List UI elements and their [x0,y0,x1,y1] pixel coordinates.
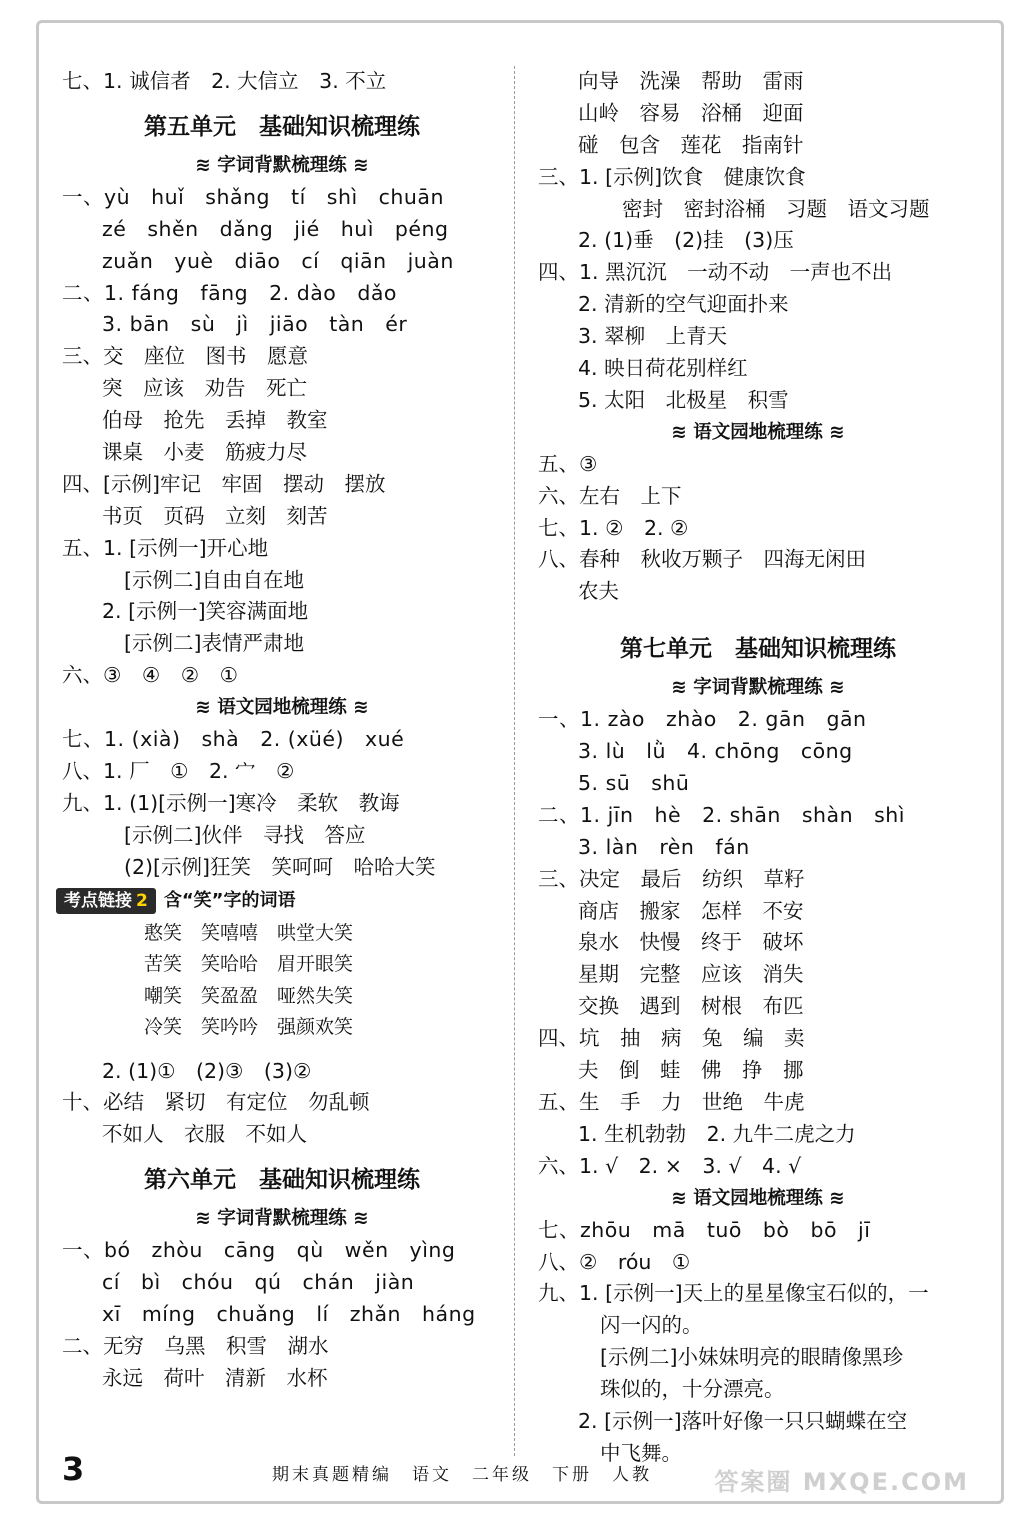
answer-line: 七、zhōu mā tuō bò bō jī [538,1217,871,1242]
answer-line: 3. làn rèn fán [578,834,750,859]
answer-line: 突 应该 劝告 死亡 [102,376,307,401]
answer-line: 山岭 容易 浴桶 迎面 [578,100,804,125]
answer-line: 书页 页码 立刻 刻苦 [102,503,328,528]
answer-line: 珠似的，十分漂亮。 [600,1377,785,1402]
page-number: 3 [62,1450,85,1488]
answer-line: 星期 完整 应该 消失 [578,962,804,987]
answer-line: 三、交 座位 图书 愿意 [62,344,308,369]
answer-line: 3. lù lǜ 4. chōng cōng [578,739,853,764]
answer-line: 1. 生机勃勃 2. 九牛二虎之力 [578,1121,856,1146]
kaodian-word-row: 冷笑 笑吟吟 强颜欢笑 [144,1016,354,1039]
answer-line: 三、决定 最后 纺织 草籽 [538,866,805,891]
unit-heading: 第五单元 基础知识梳理练 [144,113,420,140]
unit-heading: 第七单元 基础知识梳理练 [620,636,896,663]
kaodian-title: 含“笑”字的词语 [163,889,296,911]
answer-line: 六、1. √ 2. × 3. √ 4. √ [538,1153,802,1178]
answer-line: 一、yù huǐ shǎng tí shì chuān [62,184,444,209]
unit-heading: 第六单元 基础知识梳理练 [144,1167,420,1194]
answer-line: 伯母 抢先 丢掉 教室 [102,408,328,433]
section-subheading: ≋ 字词背默梳理练 ≋ [195,154,369,176]
answer-line: 2. 清新的空气迎面扑来 [578,292,789,317]
answer-line: 一、bó zhòu cāng qù wěn yìng [62,1238,456,1263]
answer-line: 七、1. 诚信者 2. 大信立 3. 不立 [62,69,387,93]
watermark: 答案圈 MXQE.COM [714,1468,969,1496]
answer-line: 五、1. [示例一]开心地 [62,535,269,560]
answer-line: 五、③ [538,451,598,476]
answer-line: 3. 翠柳 上青天 [578,324,728,349]
spacer [62,1044,502,1056]
answer-line: 课桌 小麦 筋疲力尽 [102,440,307,465]
section-subheading: ≋ 语文园地梳理练 ≋ [671,1187,845,1209]
answer-line: 四、1. 黑沉沉 一动不动 一声也不出 [538,260,893,285]
section-subheading: ≋ 语文园地梳理练 ≋ [195,697,369,719]
answer-line: 2. [示例一]落叶好像一只只蝴蝶在空 [578,1408,908,1433]
answer-line: cí bì chóu qú chán jiàn [102,1270,415,1295]
kaodian-link [56,884,502,918]
answer-line: 5. 太阳 北极星 积雪 [578,387,789,412]
answer-line: 七、1. ② 2. ② [538,515,689,540]
answer-line: 不如人 衣服 不如人 [102,1122,307,1147]
answer-line: (2)[示例]狂笑 笑呵呵 哈哈大笑 [124,854,436,879]
answer-line: 农夫 [578,579,619,604]
section-subheading: ≋ 字词背默梳理练 ≋ [671,677,845,699]
answer-line: 4. 映日荷花别样红 [578,356,748,381]
answer-line: 二、1. jīn hè 2. shān shàn shì [538,802,905,827]
answer-line: [示例二]表情严肃地 [124,631,304,656]
answer-line: 一、1. zào zhào 2. gān gān [538,707,867,732]
answer-line: 向导 洗澡 帮助 雷雨 [578,69,804,93]
answer-line: 八、② róu ① [538,1249,691,1274]
footer-text: 期末真题精编 语文 二年级 下册 人教 [272,1465,652,1485]
answer-line: 四、[示例]牢记 牢固 摆动 摆放 [62,471,386,496]
kaodian-word-row: 苦笑 笑哈哈 眉开眼笑 [144,953,354,976]
answer-line: 2. (1)① (2)③ (3)② [102,1058,312,1083]
kaodian-badge-number: 2 [136,890,148,911]
answer-line: 闪一闪的。 [600,1313,703,1338]
answer-line: 5. sū shū [578,771,690,796]
answer-line: 二、1. fáng fāng 2. dào dǎo [62,280,397,305]
left-column [62,66,502,1395]
answer-line: 3. bān sù jì jiāo tàn ér [102,312,408,337]
answer-line: xī míng chuǎng lí zhǎn háng [102,1302,476,1327]
answer-line: 六、左右 上下 [538,483,682,508]
answer-line: zé shěn dǎng jié huì péng [102,216,449,241]
answer-line: zuǎn yuè diāo cí qiān juàn [102,248,454,273]
answer-line: 商店 搬家 怎样 不安 [578,898,804,923]
kaodian-word-row: 嘲笑 笑盈盈 哑然失笑 [144,984,354,1007]
answer-line: 交换 遇到 树根 布匹 [578,994,804,1019]
answer-line: [示例二]自由自在地 [124,567,304,592]
section-subheading: ≋ 语文园地梳理练 ≋ [671,421,845,443]
answer-line: 二、无穷 乌黑 积雪 湖水 [62,1333,329,1358]
kaodian-word-group [62,949,502,981]
answer-line: 八、1. 厂 ① 2. 宀 ② [62,759,295,784]
spacer [538,608,978,620]
kaodian-badge-label: 考点链接 [64,890,132,911]
kaodian-word-group [62,918,502,950]
answer-line: 碰 包含 莲花 指南针 [578,132,804,157]
answer-line: 十、必结 紧切 有定位 勿乱顿 [62,1090,370,1115]
answer-line: [示例二]小妹妹明亮的眼睛像黑珍 [600,1345,903,1370]
kaodian-word-group [62,1012,502,1044]
answer-line: 泉水 快慢 终于 破坏 [578,930,804,955]
kaodian-badge [56,888,156,914]
column-divider [514,66,515,1456]
answer-line: 三、1. [示例]饮食 健康饮食 [538,164,806,189]
answer-line: 2. [示例一]笑容满面地 [102,599,309,624]
answer-line: 夫 倒 蛙 佛 挣 挪 [578,1058,804,1083]
answer-line: 四、坑 抽 病 兔 编 卖 [538,1026,805,1051]
answer-line: 中飞舞。 [600,1440,682,1465]
answer-line: 八、春种 秋收万颗子 四海无闲田 [538,547,866,572]
answer-line: [示例二]伙伴 寻找 答应 [124,822,366,847]
kaodian-word-row: 憨笑 笑嘻嘻 哄堂大笑 [144,921,354,944]
kaodian-word-group [62,981,502,1013]
answer-line: 五、生 手 力 世绝 牛虎 [538,1089,805,1114]
right-column [538,66,978,1470]
answer-line: 2. (1)垂 (2)挂 (3)压 [578,228,794,253]
section-subheading: ≋ 字词背默梳理练 ≋ [195,1208,369,1230]
answer-line: 密封 密封浴桶 习题 语文习题 [622,196,930,221]
answer-line: 九、1. (1)[示例一]寒冷 柔软 教诲 [62,790,400,815]
answer-line: 永远 荷叶 清新 水杯 [102,1365,328,1390]
answer-line: 七、1. (xià) shà 2. (xüé) xué [62,727,405,752]
answer-line: 六、③ ④ ② ① [62,663,239,688]
answer-line: 九、1. [示例一]天上的星星像宝石似的，一 [538,1281,929,1306]
